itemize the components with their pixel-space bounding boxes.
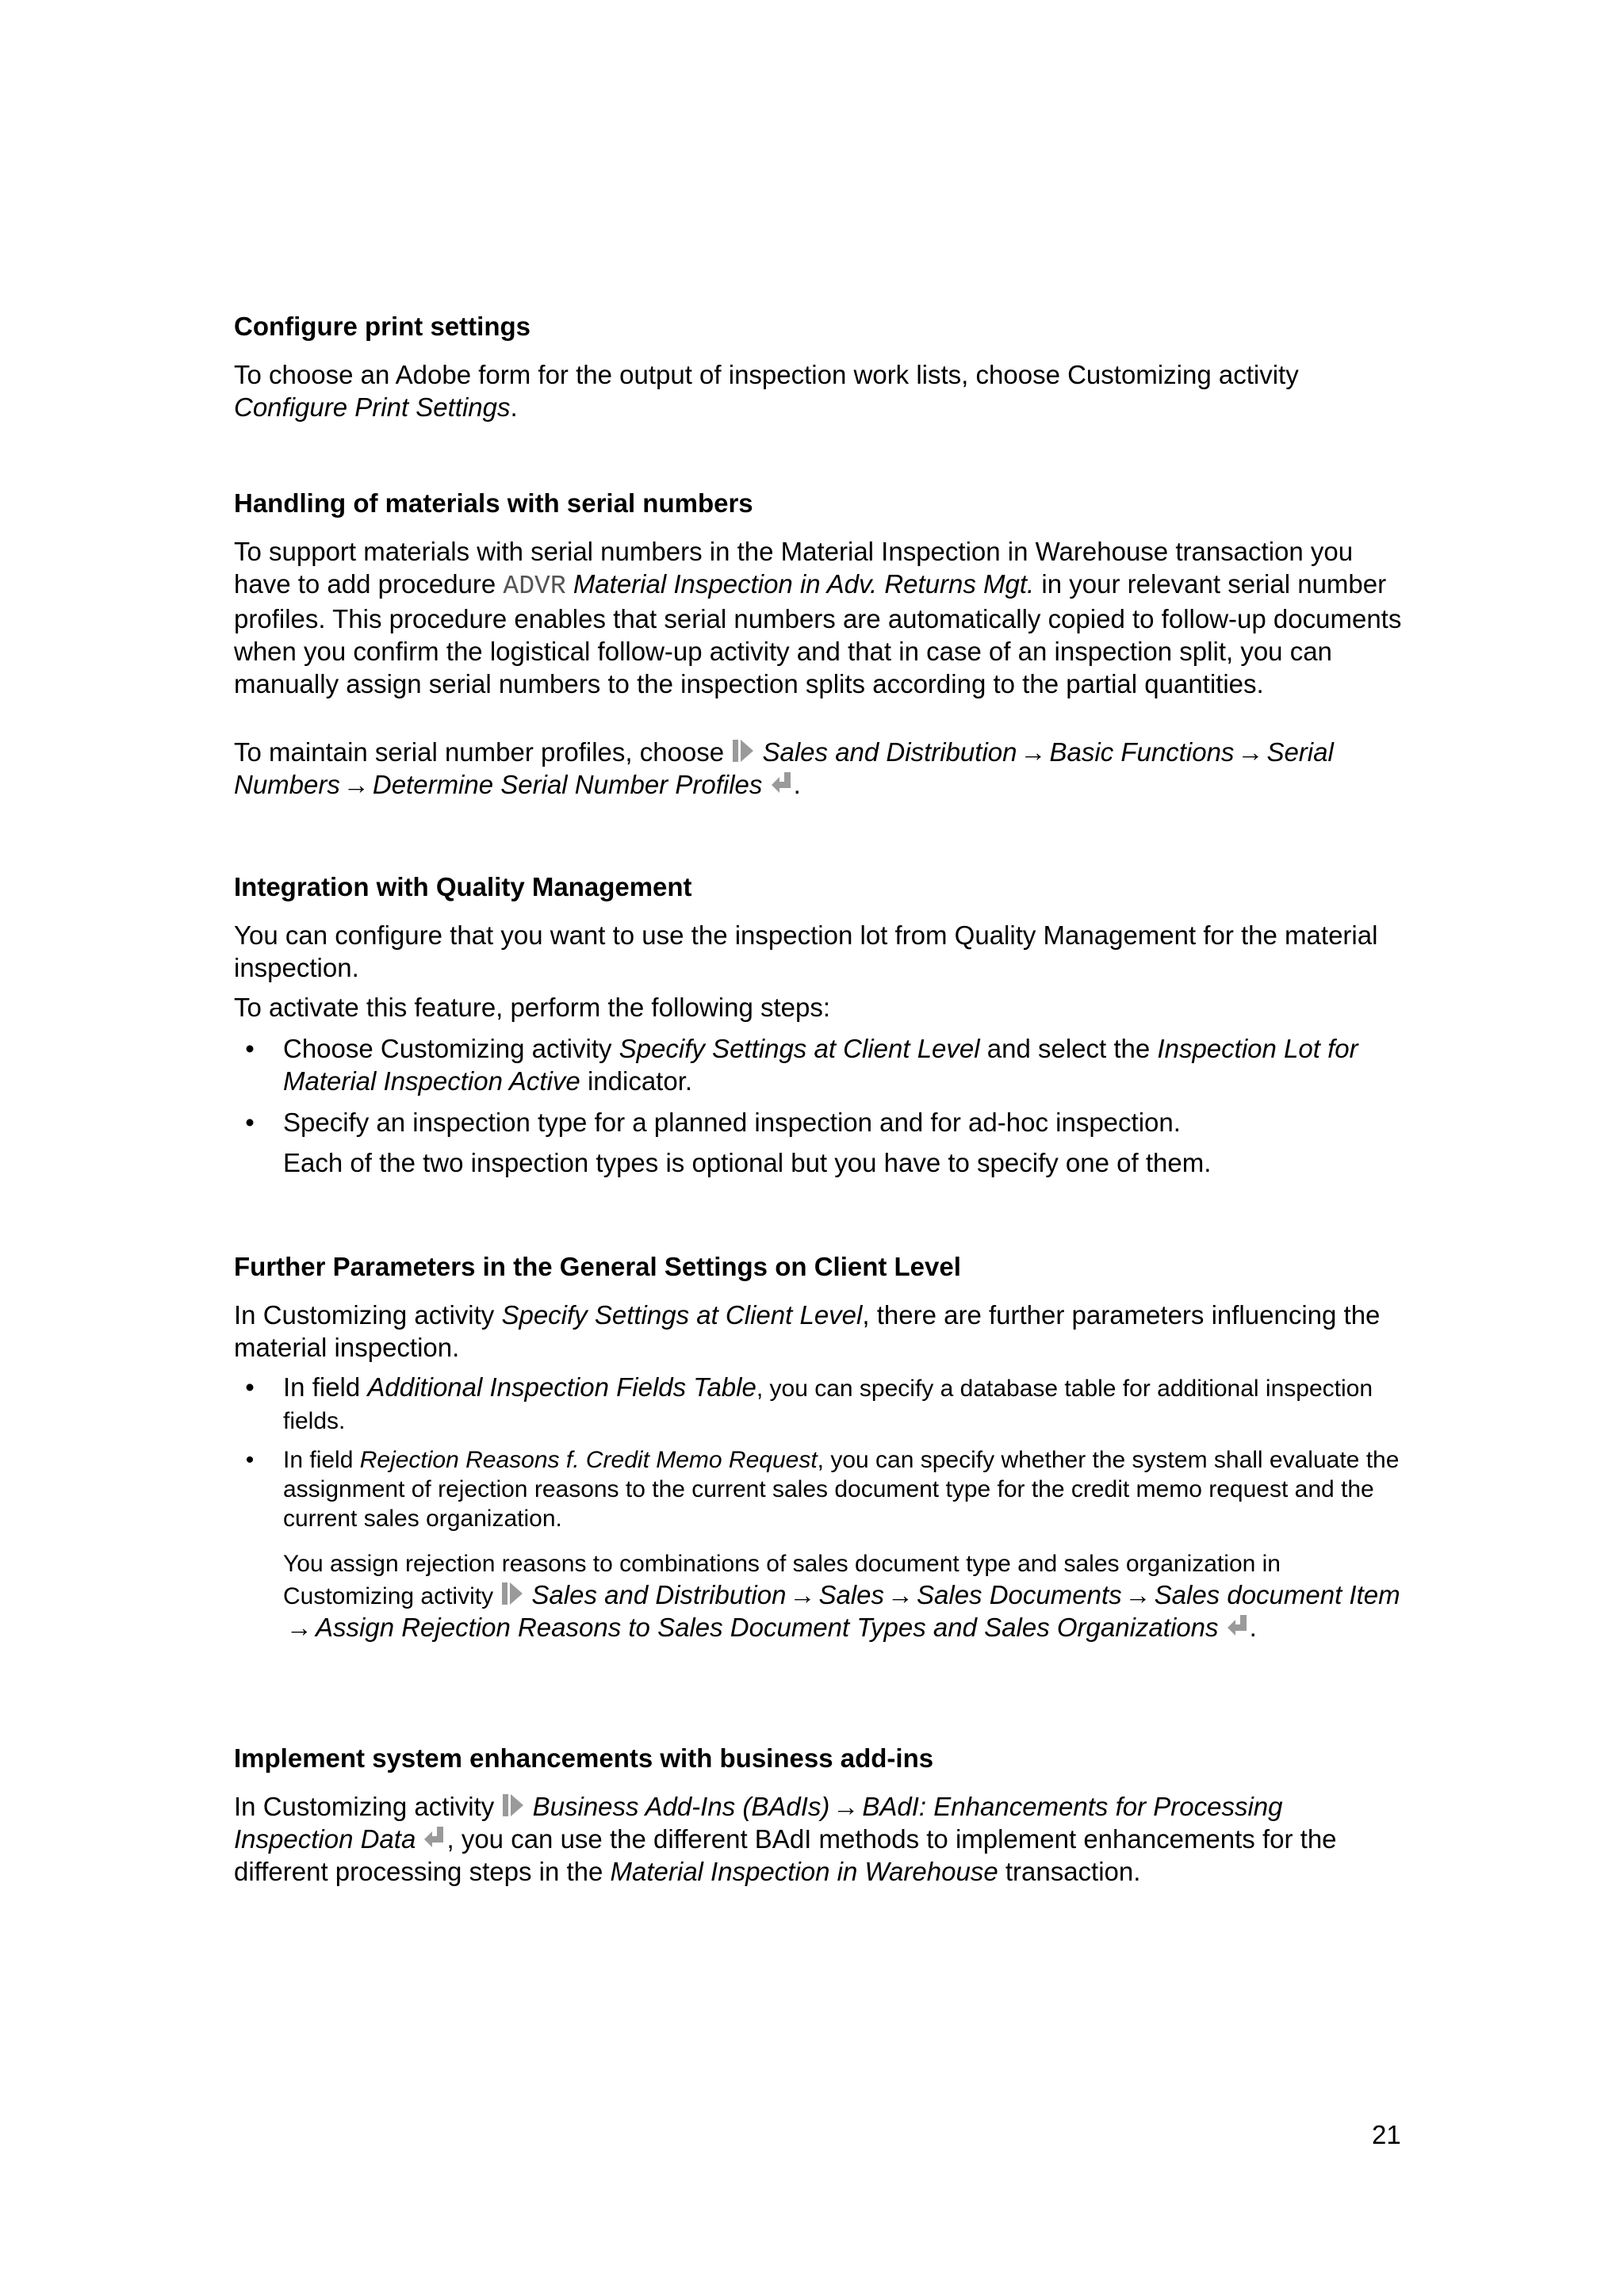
heading-serial-numbers: Handling of materials with serial numbers [234,488,753,518]
path-assign-rejection-reasons[interactable]: Assign Rejection Reasons to Sales Document Types and Sales Organizations [316,1613,1219,1642]
img-start-icon[interactable] [731,737,755,764]
heading-implement-enhancements: Implement system enhancements with business add-ins [234,1743,934,1773]
serial-numbers-paragraph: To support materials with serial numbers in the Material Inspection in Warehouse transaction you have to add procedure ADVR Material Inspection in Adv. Returns Mgt. in your relevant serial number profiles. This procedure enables that serial numbers are automatically copied to follow-up documents when you confirm the logistical follow-up activity and that in case of an inspection split, you can manually assign serial numbers to the inspection splits according to the partial quantities. [234,537,1402,698]
path-determine-serial-number-profiles[interactable]: Determine Serial Number Profiles [372,770,763,799]
badi-paragraph: In Customizing activity Business Add-Ins (BAdIs) → BAdI: Enhancements for Processing Inspection Data , you can use the different BAdI methods to implement enhancements for the different processing steps in the Material Inspection in Warehouse transaction. [234,1792,1337,1886]
path-sales-document-item[interactable]: Sales document Item [1154,1580,1400,1609]
qm-bullet-2: • Specify an inspection type for a planned inspection and for ad-hoc inspection. [245,1108,1181,1137]
heading-further-parameters: Further Parameters in the General Settings on Client Level [234,1252,961,1281]
procedure-code: ADVR [503,572,566,601]
rejection-reasons-path: You assign rejection reasons to combinations of sales document type and sales organization in Customizing activity Sales and Distribution → Sales → Sales Documents → Sales document Item → Assign Rejection Reasons to Sales Document Types and Sales Organizations . [283,1551,1400,1642]
path-serial-numbers[interactable]: Serial Numbers [234,737,1334,799]
img-return-icon[interactable] [770,770,794,797]
qm-paragraph-2: To activate this feature, perform the following steps: [234,993,831,1022]
path-sales-documents[interactable]: Sales Documents [917,1580,1122,1609]
qm-paragraph-1: You can configure that you want to use the inspection lot from Quality Management for the material inspection. [234,920,1378,982]
heading-configure-print-settings: Configure print settings [234,312,530,341]
qm-bullet-2-note: Each of the two inspection types is optional but you have to specify one of them. [283,1148,1212,1177]
qm-bullet-1: • Choose Customizing activity Specify Settings at Client Level and select the Inspection Lot for Material Inspection Active indicator. [245,1034,1358,1096]
link-configure-print-settings[interactable]: Configure Print Settings [234,392,511,422]
further-paragraph: In Customizing activity Specify Settings at Client Level, there are further parameters influencing the material inspection. [234,1300,1381,1362]
path-sales-distribution[interactable]: Sales and Distribution [531,1580,787,1609]
print-settings-paragraph: To choose an Adobe form for the output of inspection work lists, choose Customizing activity Configure Print Settings. [234,360,1299,422]
img-start-icon[interactable] [500,1580,524,1607]
path-sales-distribution[interactable]: Sales and Distribution [762,737,1017,767]
path-sales[interactable]: Sales [818,1580,884,1609]
page-number: 21 [1372,2120,1401,2149]
heading-quality-management: Integration with Quality Management [234,872,692,901]
path-badi-enhancements[interactable]: BAdI: Enhancements for Processing Inspection Data [234,1792,1283,1854]
path-business-add-ins[interactable]: Business Add-Ins (BAdIs) [532,1792,830,1821]
img-start-icon[interactable] [501,1792,525,1819]
path-basic-functions[interactable]: Basic Functions [1049,737,1235,767]
img-return-icon[interactable] [1226,1613,1250,1640]
further-bullet-2: • In field Rejection Reasons f. Credit Memo Request, you can specify whether the system shall evaluate the assignment of rejection reasons to the current sales document type for the credit memo request and the current sales organization. [245,1447,1400,1532]
img-return-icon[interactable] [423,1824,446,1851]
serial-profiles-path: To maintain serial number profiles, choose Sales and Distribution → Basic Functions → Serial Numbers → Determine Serial Number Profiles . [234,737,1334,799]
further-bullet-1: • In field Additional Inspection Fields Table, you can specify a database table for additional inspection fields. [245,1372,1373,1434]
